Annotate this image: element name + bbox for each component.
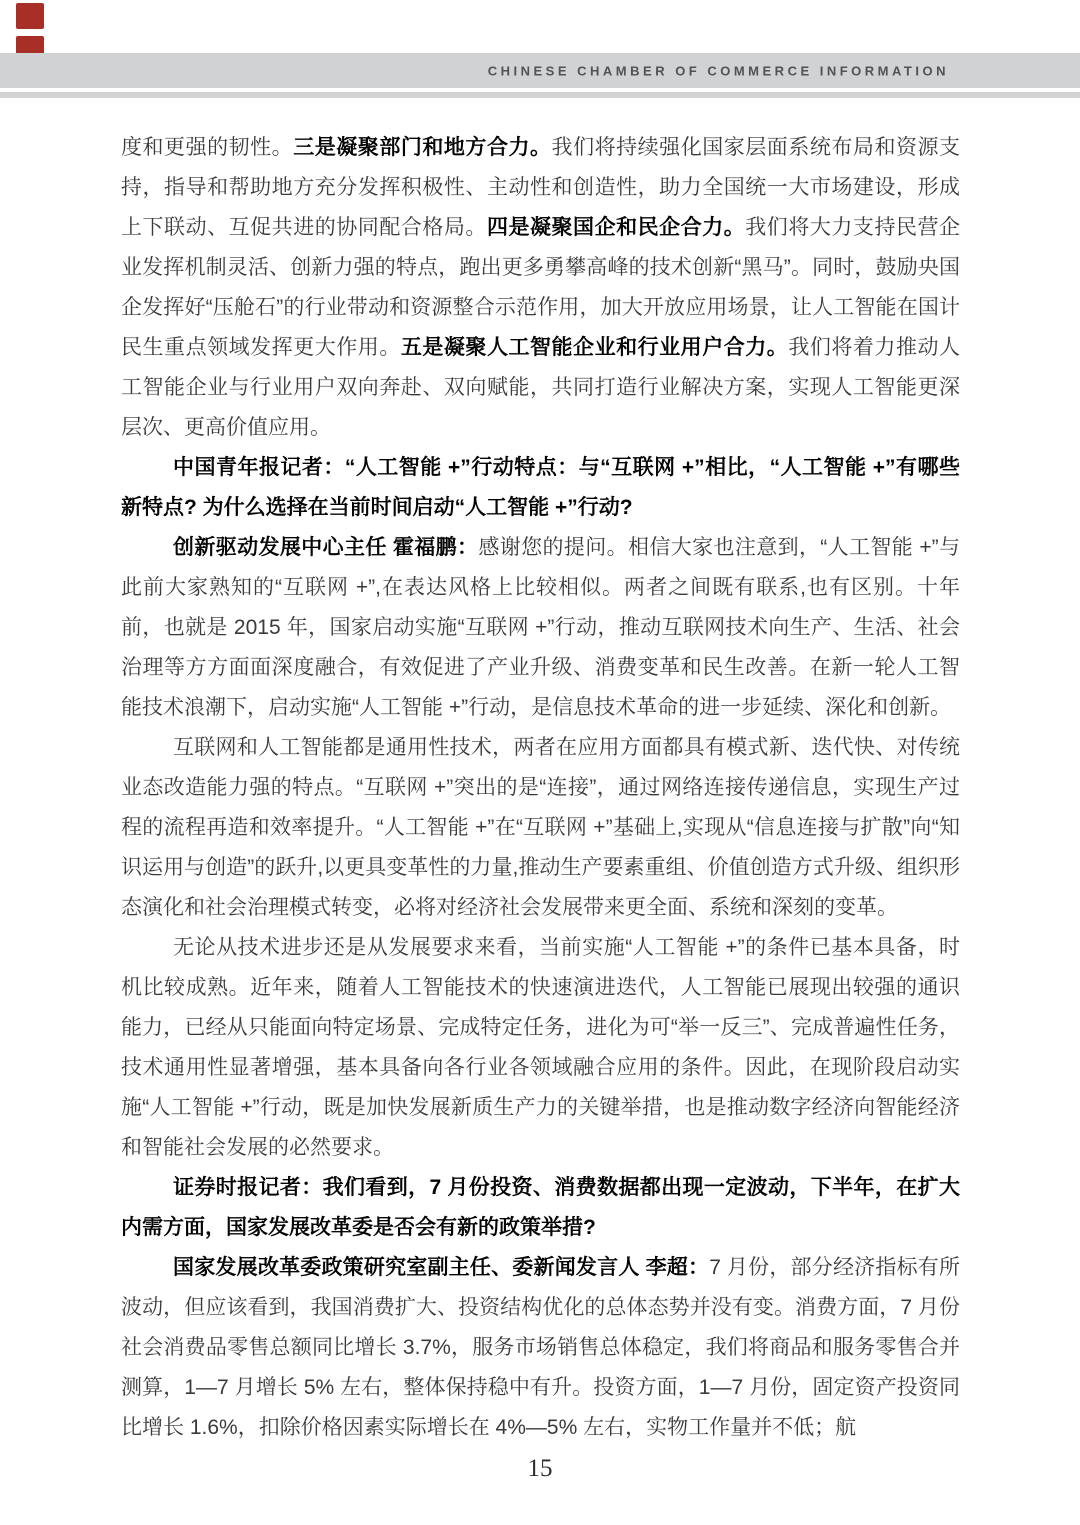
paragraph	[121, 1248, 960, 1448]
header-band	[0, 53, 1080, 88]
text-run-bold: 创新驱动发展中心主任 霍福鹏：	[173, 536, 479, 559]
text-run: 7 月份，部分经济指标有所波动，但应该看到，我国消费扩大、投资结构优化的总体态势并没有变。消费方面，7 月份社会消费品零售总额同比增长 3.7%，服务市场销售总体稳定，我们将商品和服务零售合并测算，1—7 月增长 5% 左右，整体保持稳中有升。投资方面，1—7 月份，固定资产投资同比增长 1.6%，扣除价格因素实际增长在 4%—5% 左右，实物工作量并不低；航	[121, 1256, 960, 1439]
text-run: 我们将大力支持民营企业发挥机制灵活、创新力强的特点，跑出更多勇攀高峰的技术创新“黑马”。同时，鼓励央国企发挥好“压舱石”的行业带动和资源整合示范作用，加大开放应用场景，让人工智能在国计民生重点领域发挥更大作用。	[121, 216, 961, 359]
text-run-bold: 国家发展改革委政策研究室副主任、委新闻发言人 李超：	[173, 1256, 710, 1279]
text-run: 我们将着力推动人工智能企业与行业用户双向奔赴、双向赋能，共同打造行业解决方案，实现人工智能更深层次、更高价值应用。	[121, 336, 961, 439]
text-run: 我们将持续强化国家层面系统布局和资源支持，指导和帮助地方充分发挥积极性、主动性和创造性，助力全国统一大市场建设，形成上下联动、互促共进的协同配合格局。	[121, 136, 961, 239]
article-body	[121, 128, 960, 1448]
text-run-bold: 四是凝聚国企和民企合力。	[486, 216, 746, 239]
text-run-bold: 证券时报记者：我们看到，7 月份投资、消费数据都出现一定波动，下半年，在扩大内需方面，国家发展改革委是否会有新的政策举措?	[121, 1176, 960, 1239]
paragraph	[121, 1168, 960, 1248]
page-number: 15	[527, 1455, 553, 1482]
text-run-bold: 五是凝聚人工智能企业和行业用户合力。	[400, 336, 789, 359]
logo-block-top	[16, 3, 44, 29]
text-run: 互联网和人工智能都是通用性技术，两者在应用方面都具有模式新、迭代快、对传统业态改造能力强的特点。“互联网 +”突出的是“连接”，通过网络连接传递信息，实现生产过程的流程再造和效率提升。“人工智能 +”在“互联网 +”基础上,实现从“信息连接与扩散”向“知识运用与创造”的跃升,以更具变革性的力量,推动生产要素重组、价值创造方式升级、组织形态演化和社会治理模式转变，必将对经济社会发展带来更全面、系统和深刻的变革。	[121, 736, 960, 919]
text-run-bold: 中国青年报记者：“人工智能 +”行动特点：与“互联网 +”相比，“人工智能 +”有哪些新特点? 为什么选择在当前时间启动“人工智能 +”行动?	[121, 456, 960, 519]
paragraph	[121, 728, 960, 928]
paragraph	[121, 528, 960, 728]
paragraph	[121, 448, 960, 528]
text-run: 感谢您的提问。相信大家也注意到，“人工智能 +”与此前大家熟知的“互联网 +”,在表达风格上比较相似。两者之间既有联系,也有区别。十年前，也就是 2015 年，国家启动实施“互联网 +”行动，推动互联网技术向生产、生活、社会治理等方方面面深度融合，有效促进了产业升级、消费变革和民生改善。在新一轮人工智能技术浪潮下，启动实施“人工智能 +”行动，是信息技术革命的进一步延续、深化和创新。	[121, 536, 960, 719]
header-title: CHINESE CHAMBER OF COMMERCE INFORMATION	[487, 63, 949, 78]
text-run: 度和更强的韧性。	[121, 136, 294, 159]
text-run-bold: 三是凝聚部门和地方合力。	[293, 136, 552, 159]
paragraph	[121, 128, 960, 448]
paragraph	[121, 928, 960, 1168]
text-run: 无论从技术进步还是从发展要求来看，当前实施“人工智能 +”的条件已基本具备，时机比较成熟。近年来，随着人工智能技术的快速演进迭代，人工智能已展现出较强的通识能力，已经从只能面向特定场景、完成特定任务，进化为可“举一反三”、完成普遍性任务，技术通用性显著增强，基本具备向各行业各领域融合应用的条件。因此，在现阶段启动实施“人工智能 +”行动，既是加快发展新质生产力的关键举措，也是推动数字经济向智能经济和智能社会发展的必然要求。	[121, 936, 960, 1159]
header-rule	[0, 92, 1080, 98]
